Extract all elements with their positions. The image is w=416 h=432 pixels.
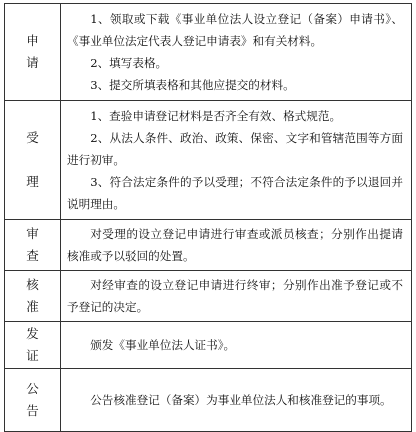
step-label-announce [5,369,61,432]
step-content-issue [61,322,412,369]
step-label-char: 理 [26,174,39,189]
step-label-approve [5,271,61,322]
step-paragraph: 1、查验申请登记材料是否齐全有效、格式规范。 [90,109,342,123]
table-row-announce [5,369,412,432]
table-row-issue [5,322,412,369]
step-paragraph: 对经审查的设立登记申请进行终审；分别作出准予登记或不予登记的决定。 [67,278,403,314]
step-label-char: 发 [26,326,39,341]
step-label-char: 公 [26,381,39,396]
step-paragraph: 2、从法人条件、政治、政策、保密、文字和管辖范围等方面进行初审。 [67,131,403,167]
table-row-approve [5,271,412,322]
procedure-table [4,3,412,432]
step-paragraph: 2、填写表格。 [90,56,168,70]
step-paragraph: 3、提交所填表格和其他应提交的材料。 [90,78,295,92]
step-content-review [61,220,412,271]
table-row-review [5,220,412,271]
step-label-char: 请 [26,55,39,70]
step-label-char: 核 [26,277,39,292]
table-row-accept [5,101,412,220]
step-content-approve [61,271,412,322]
step-label-apply [5,4,61,101]
step-label-char: 准 [26,299,39,314]
step-label-char: 受 [26,130,39,145]
step-content-accept [61,101,412,220]
step-label-char: 查 [26,248,39,263]
step-label-char: 审 [26,226,39,241]
step-label-char: 证 [26,348,39,363]
step-label-issue [5,322,61,369]
step-label-char: 申 [26,33,39,48]
step-paragraph: 1、领取或下载《事业单位法人设立登记（备案）申请书》、《事业单位法定代表人登记申请表》和有关材料。 [67,12,403,48]
table-row-apply [5,4,412,101]
step-paragraph: 颁发《事业单位法人证书》。 [90,338,236,352]
step-paragraph: 公告核准登记（备案）为事业单位法人和核准登记的事项。 [90,393,392,407]
step-label-char: 告 [26,403,39,418]
step-content-announce [61,369,412,432]
step-paragraph: 3、符合法定条件的予以受理；不符合法定条件的予以退回并说明理由。 [67,175,403,211]
step-label-review [5,220,61,271]
step-label-accept [5,101,61,220]
step-paragraph: 对受理的设立登记申请进行审查或派员核查；分别作出提请核准或予以驳回的处置。 [67,227,403,263]
step-content-apply [61,4,412,101]
